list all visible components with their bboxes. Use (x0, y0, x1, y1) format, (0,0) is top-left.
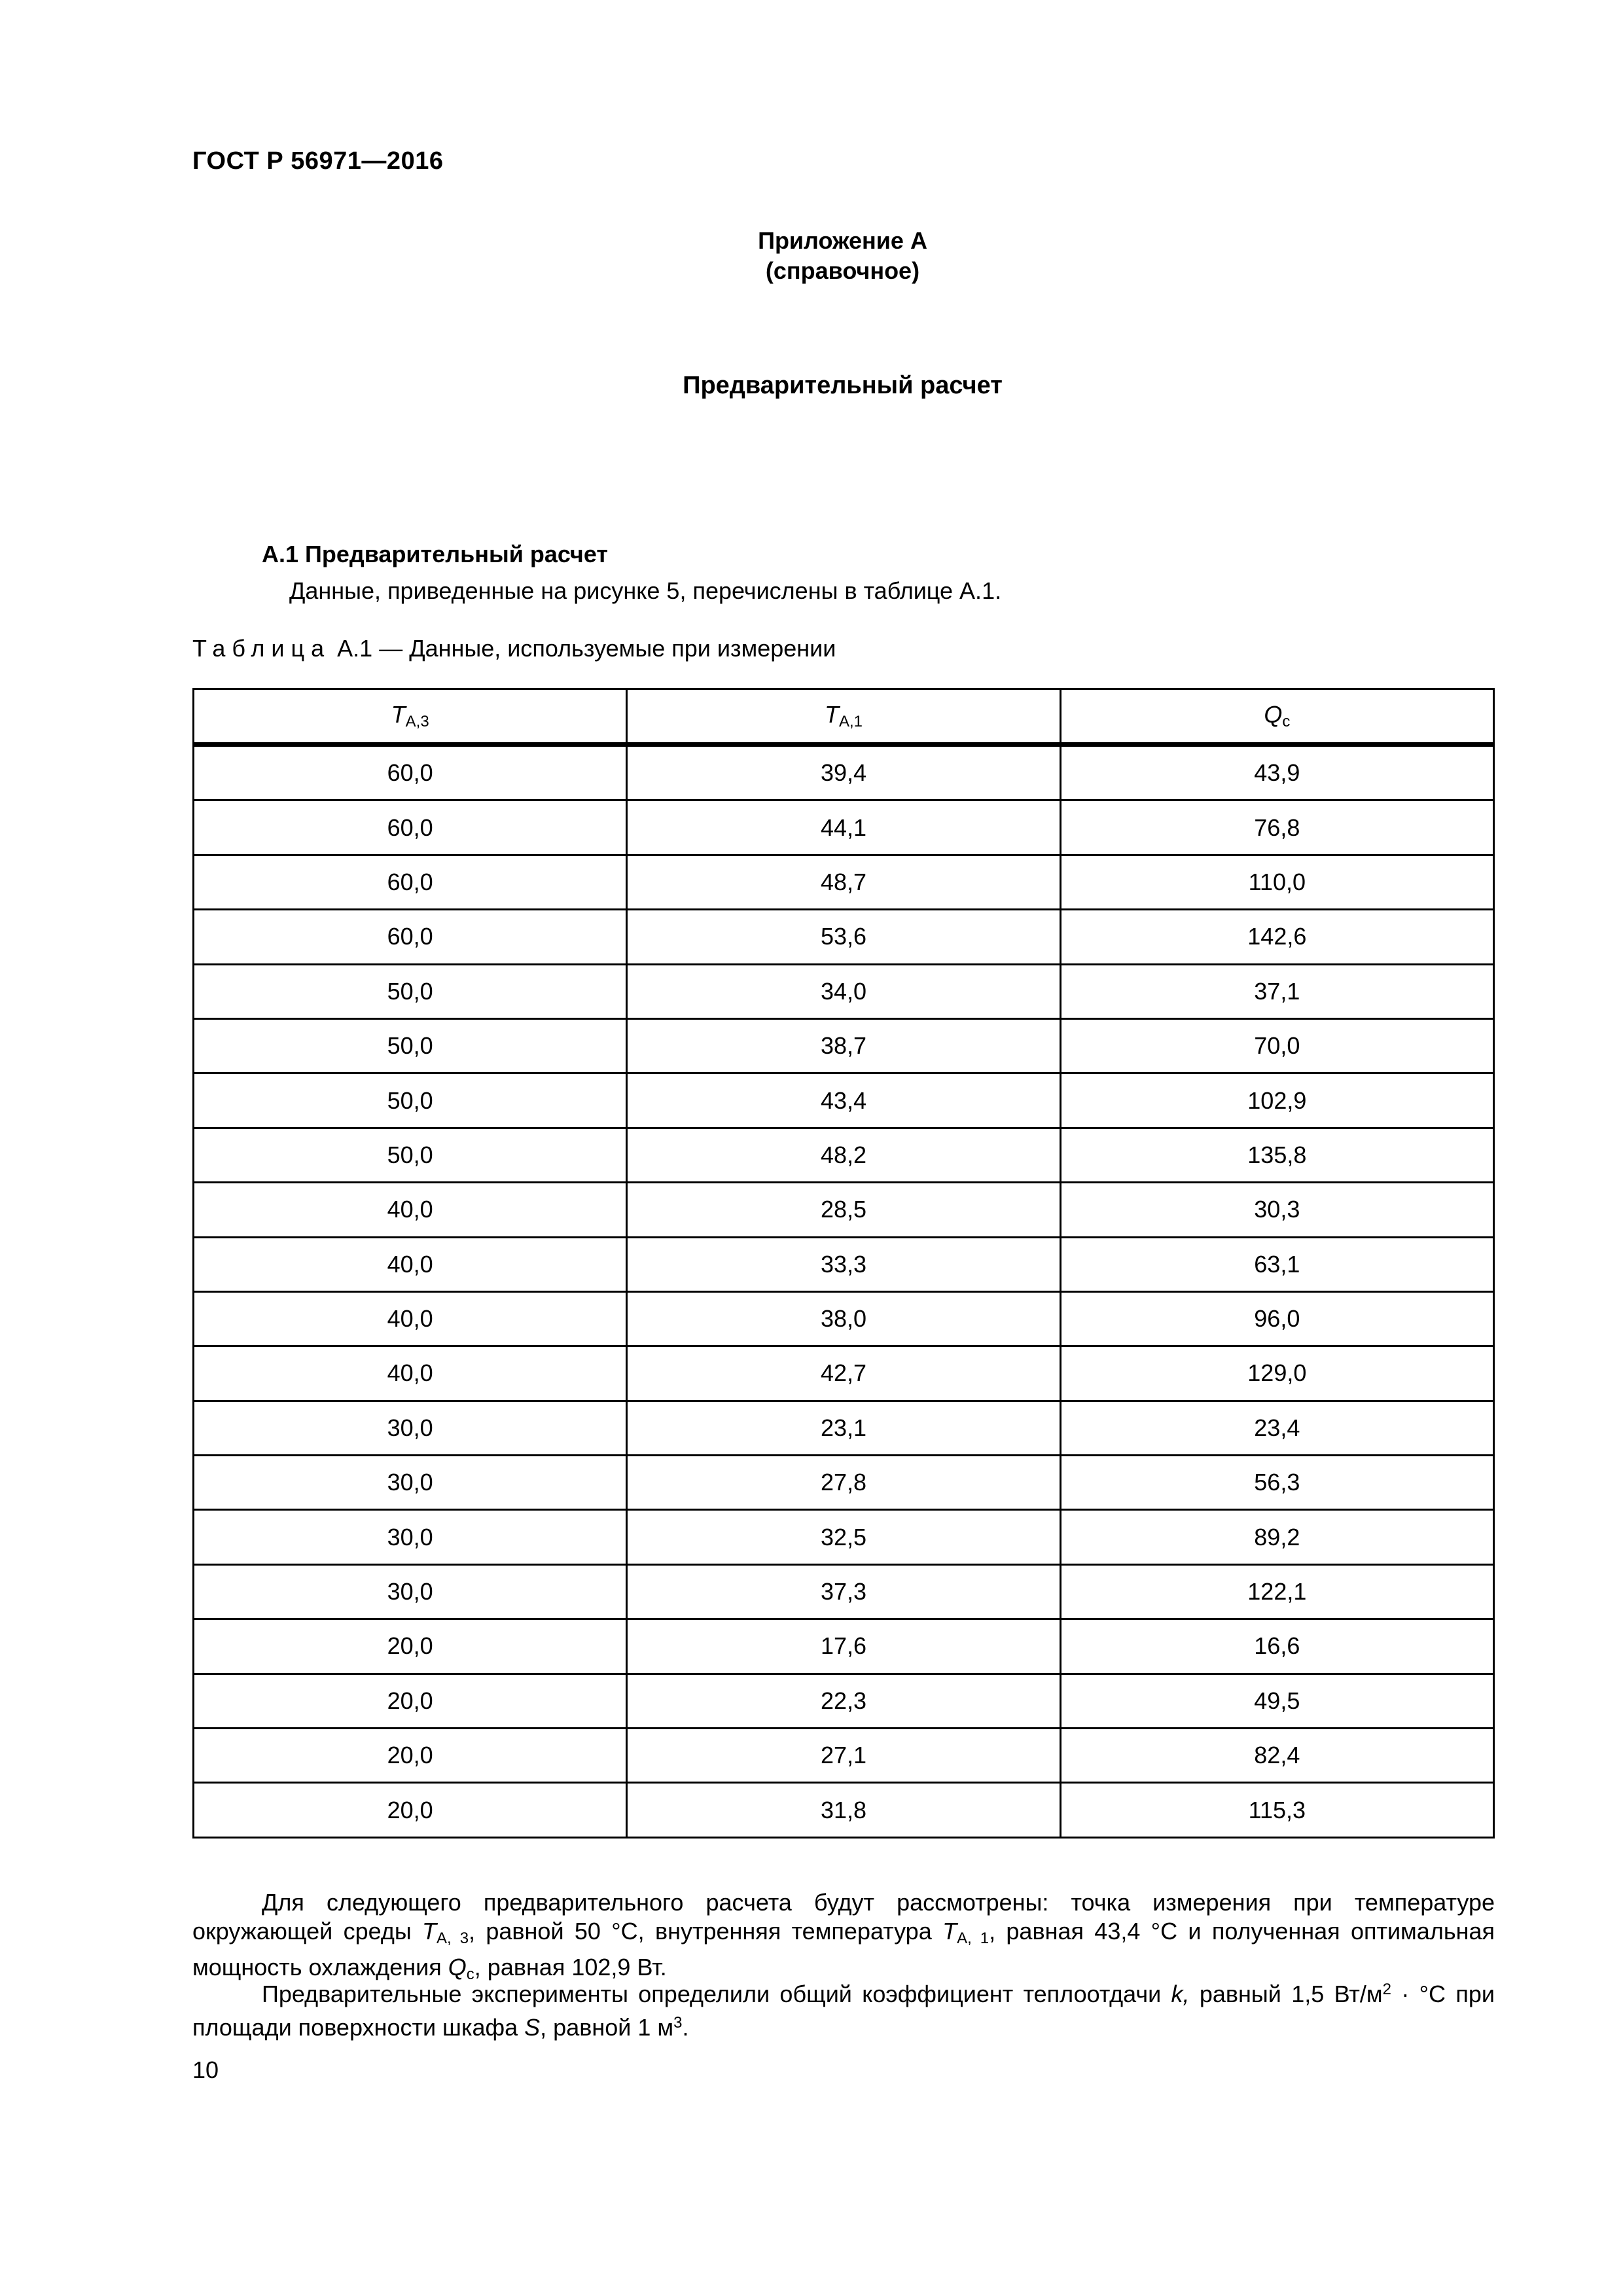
cell-ta1: 22,3 (627, 1674, 1060, 1728)
cell-ta3: 40,0 (194, 1237, 627, 1291)
cell-ta3: 20,0 (194, 1783, 627, 1837)
cell-ta3: 20,0 (194, 1674, 627, 1728)
cell-ta1: 48,7 (627, 855, 1060, 909)
paragraph-heat-transfer: Предварительные эксперименты определили общий коэффициент теплоотдачи k, равный 1,5 $Вт/м^2 \cdot ^\circ С$ при площади поверхности шкафа S, равной 1 $м^3$. (192, 1981, 1495, 2041)
header-ta3: $T_{A,3}$ (194, 689, 627, 745)
table-row (194, 964, 1494, 1018)
table-caption-word: Таблица (192, 635, 331, 662)
cell-qc: 76,8 (1060, 800, 1493, 855)
header-ta1: $T_{A,1}$ (627, 689, 1060, 745)
cell-qc: 96,0 (1060, 1291, 1493, 1346)
table-row (194, 1346, 1494, 1401)
table-row (194, 1564, 1494, 1619)
table-row (194, 745, 1494, 800)
cell-ta3: 20,0 (194, 1729, 627, 1783)
cell-ta1: 53,6 (627, 910, 1060, 964)
appendix-heading (0, 226, 1623, 286)
table-row (194, 1183, 1494, 1237)
cell-ta1: 43,4 (627, 1073, 1060, 1128)
cell-qc: 70,0 (1060, 1018, 1493, 1073)
cell-ta3: 20,0 (194, 1619, 627, 1674)
cell-ta1: 27,1 (627, 1729, 1060, 1783)
cell-ta1: 31,8 (627, 1783, 1060, 1837)
table-row (194, 1401, 1494, 1455)
appendix-label: Приложение А (758, 227, 927, 254)
page-title: Предварительный расчет (683, 372, 1003, 399)
table-row (194, 1783, 1494, 1837)
table-row (194, 1456, 1494, 1510)
cell-ta3: 30,0 (194, 1510, 627, 1564)
cell-qc: 89,2 (1060, 1510, 1493, 1564)
cell-ta3: 60,0 (194, 855, 627, 909)
cell-qc: 30,3 (1060, 1183, 1493, 1237)
table-row (194, 1674, 1494, 1728)
cell-qc: 37,1 (1060, 964, 1493, 1018)
cell-ta3: 60,0 (194, 800, 627, 855)
cell-qc: 129,0 (1060, 1346, 1493, 1401)
cell-ta3: 50,0 (194, 1128, 627, 1182)
cell-ta3: 40,0 (194, 1346, 627, 1401)
cell-ta1: 37,3 (627, 1564, 1060, 1619)
section-heading: А.1 Предварительный расчет (262, 541, 609, 567)
cell-qc: 115,3 (1060, 1783, 1493, 1837)
cell-ta3: 30,0 (194, 1401, 627, 1455)
table-row (194, 1729, 1494, 1783)
cell-ta1: 44,1 (627, 800, 1060, 855)
cell-qc: 49,5 (1060, 1674, 1493, 1728)
cell-ta3: 50,0 (194, 964, 627, 1018)
table-row (194, 1510, 1494, 1564)
cell-ta3: 30,0 (194, 1564, 627, 1619)
table-row (194, 1291, 1494, 1346)
paragraph-measurement-point: Для следующего предварительного расчета будут рассмотрены: точка измерения при температуре окружающей среды $T_{A, 3}$, равной 50 °С, внутренняя температура $T_{A, 1}$, равная 43,4 °С и полученная оптимальная мощность охлаждения $Q_c$, равная 102,9 Вт. (192, 1889, 1495, 1983)
cell-ta3: 40,0 (194, 1183, 627, 1237)
cell-ta1: 38,7 (627, 1018, 1060, 1073)
cell-ta1: 39,4 (627, 745, 1060, 800)
header-qc: $Q_c$ (1060, 689, 1493, 745)
cell-qc: 16,6 (1060, 1619, 1493, 1674)
table-row (194, 800, 1494, 855)
cell-qc: 122,1 (1060, 1564, 1493, 1619)
cell-qc: 110,0 (1060, 855, 1493, 909)
cell-ta3: 60,0 (194, 745, 627, 800)
cell-ta1: 32,5 (627, 1510, 1060, 1564)
table-body (194, 745, 1494, 1838)
table-row (194, 1018, 1494, 1073)
table-row (194, 1619, 1494, 1674)
table-header-row (194, 689, 1494, 745)
cell-ta1: 48,2 (627, 1128, 1060, 1182)
cell-qc: 135,8 (1060, 1128, 1493, 1182)
table-row (194, 1073, 1494, 1128)
page-number: 10 (192, 2056, 219, 2083)
cell-ta3: 60,0 (194, 910, 627, 964)
table-row (194, 1237, 1494, 1291)
cell-qc: 23,4 (1060, 1401, 1493, 1455)
cell-ta3: 30,0 (194, 1456, 627, 1510)
cell-ta1: 38,0 (627, 1291, 1060, 1346)
table-row (194, 910, 1494, 964)
cell-ta1: 42,7 (627, 1346, 1060, 1401)
appendix-type: (справочное) (765, 257, 920, 284)
cell-qc: 63,1 (1060, 1237, 1493, 1291)
cell-ta1: 23,1 (627, 1401, 1060, 1455)
cell-qc: 102,9 (1060, 1073, 1493, 1128)
cell-ta1: 28,5 (627, 1183, 1060, 1237)
data-table (192, 688, 1495, 1839)
cell-qc: 142,6 (1060, 910, 1493, 964)
cell-qc: 43,9 (1060, 745, 1493, 800)
cell-ta1: 27,8 (627, 1456, 1060, 1510)
cell-ta1: 17,6 (627, 1619, 1060, 1674)
cell-ta1: 33,3 (627, 1237, 1060, 1291)
table-row (194, 855, 1494, 909)
section-intro: Данные, приведенные на рисунке 5, перечислены в таблице А.1. (289, 577, 1002, 604)
table-caption-text: А.1 — Данные, используемые при измерении (337, 635, 836, 662)
table-caption (192, 635, 836, 662)
cell-ta3: 50,0 (194, 1018, 627, 1073)
cell-ta3: 40,0 (194, 1291, 627, 1346)
cell-ta3: 50,0 (194, 1073, 627, 1128)
cell-qc: 82,4 (1060, 1729, 1493, 1783)
cell-ta1: 34,0 (627, 964, 1060, 1018)
cell-qc: 56,3 (1060, 1456, 1493, 1510)
table-row (194, 1128, 1494, 1182)
standard-code: ГОСТ Р 56971—2016 (192, 147, 444, 175)
